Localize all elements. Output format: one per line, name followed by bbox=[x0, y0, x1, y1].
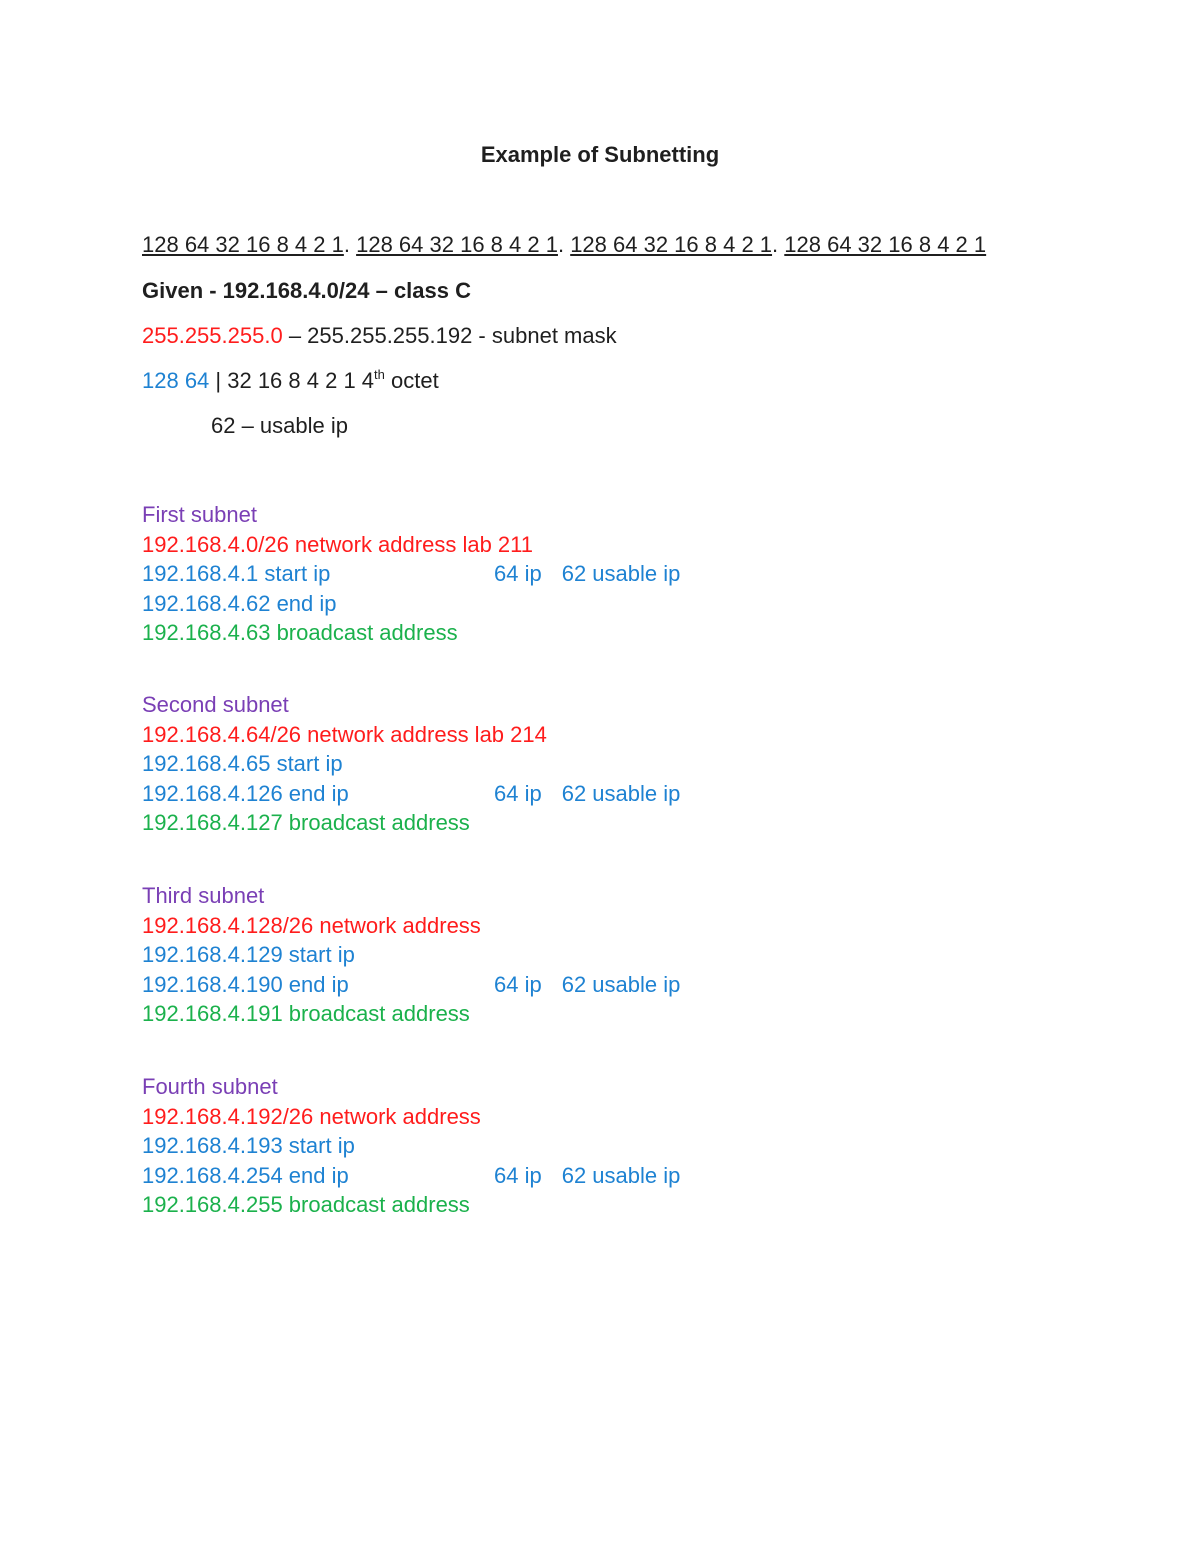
given-network: Given - 192.168.4.0/24 – class C bbox=[142, 278, 472, 303]
new-mask: – 255.255.255.192 - subnet mask bbox=[282, 323, 617, 348]
subnet-heading: Second subnet bbox=[142, 692, 289, 717]
binary-place-values: 128 64 32 16 8 4 2 1. 128 64 32 16 8 4 2 1. 128 64 32 16 8 4 2 1. 128 64 32 16 8 4 2 1 bbox=[142, 232, 987, 257]
subnet-block-4 bbox=[142, 1072, 681, 1220]
usable-ip: 62 usable ip bbox=[561, 1162, 681, 1188]
total-ip: 64 ip bbox=[494, 780, 542, 806]
subnet-heading: Fourth subnet bbox=[142, 1074, 278, 1099]
end-ip: 192.168.4.254 end ip bbox=[142, 1162, 349, 1188]
octet-values-1: 128 64 32 16 8 4 2 1 bbox=[142, 232, 344, 257]
octet-values-3: 128 64 32 16 8 4 2 1 bbox=[570, 232, 773, 257]
fourth-octet-line bbox=[142, 368, 439, 394]
subnet-heading: Third subnet bbox=[142, 883, 265, 908]
usable-ip: 62 usable ip bbox=[561, 561, 681, 587]
start-ip-row bbox=[142, 559, 681, 589]
subnet-block-2 bbox=[142, 690, 681, 838]
ordinal-suffix: th bbox=[374, 367, 385, 382]
ip-counts bbox=[494, 1161, 680, 1191]
total-ip: 64 ip bbox=[494, 1162, 542, 1188]
broadcast-address: 192.168.4.191 broadcast address bbox=[142, 1001, 470, 1027]
end-ip: 192.168.4.62 end ip bbox=[142, 590, 337, 616]
usable-ip: 62 usable ip bbox=[561, 971, 681, 997]
end-ip-row bbox=[142, 1161, 681, 1191]
start-ip: 192.168.4.129 start ip bbox=[142, 942, 355, 968]
broadcast-address: 192.168.4.63 broadcast address bbox=[142, 620, 458, 646]
network-address: 192.168.4.192/26 network address bbox=[142, 1103, 481, 1129]
ip-counts bbox=[494, 779, 680, 809]
end-ip-row bbox=[142, 970, 681, 1000]
total-ip: 64 ip bbox=[494, 971, 542, 997]
usable-ip-count: 62 – usable ip bbox=[211, 413, 348, 438]
network-address: 192.168.4.128/26 network address bbox=[142, 912, 481, 938]
subnet-block-3 bbox=[142, 881, 681, 1029]
subnet-heading: First subnet bbox=[142, 502, 257, 527]
usable-ip: 62 usable ip bbox=[561, 780, 681, 806]
borrowed-bits: 128 64 bbox=[142, 368, 210, 393]
broadcast-address: 192.168.4.127 broadcast address bbox=[142, 810, 470, 836]
start-ip: 192.168.4.65 start ip bbox=[142, 751, 343, 777]
network-address: 192.168.4.0/26 network address lab 211 bbox=[142, 531, 533, 557]
octet-values-4: 128 64 32 16 8 4 2 1 bbox=[784, 232, 987, 257]
total-ip: 64 ip bbox=[494, 561, 542, 587]
default-mask: 255.255.255.0 bbox=[142, 323, 283, 348]
end-ip: 192.168.4.190 end ip bbox=[142, 971, 349, 997]
ip-counts bbox=[494, 559, 680, 589]
host-bits: | 32 16 8 4 2 1 4 bbox=[209, 368, 375, 393]
network-address: 192.168.4.64/26 network address lab 214 bbox=[142, 721, 547, 747]
end-ip-row bbox=[142, 779, 681, 809]
end-ip: 192.168.4.126 end ip bbox=[142, 780, 349, 806]
start-ip: 192.168.4.193 start ip bbox=[142, 1133, 355, 1159]
page-title: Example of Subnetting bbox=[480, 142, 720, 167]
start-ip: 192.168.4.1 start ip bbox=[142, 561, 331, 587]
subnet-mask-line bbox=[142, 323, 617, 349]
subnet-block-1 bbox=[142, 500, 681, 648]
octet-label: octet bbox=[384, 368, 439, 393]
ip-counts bbox=[494, 970, 680, 1000]
broadcast-address: 192.168.4.255 broadcast address bbox=[142, 1192, 470, 1218]
octet-values-2: 128 64 32 16 8 4 2 1 bbox=[356, 232, 558, 257]
